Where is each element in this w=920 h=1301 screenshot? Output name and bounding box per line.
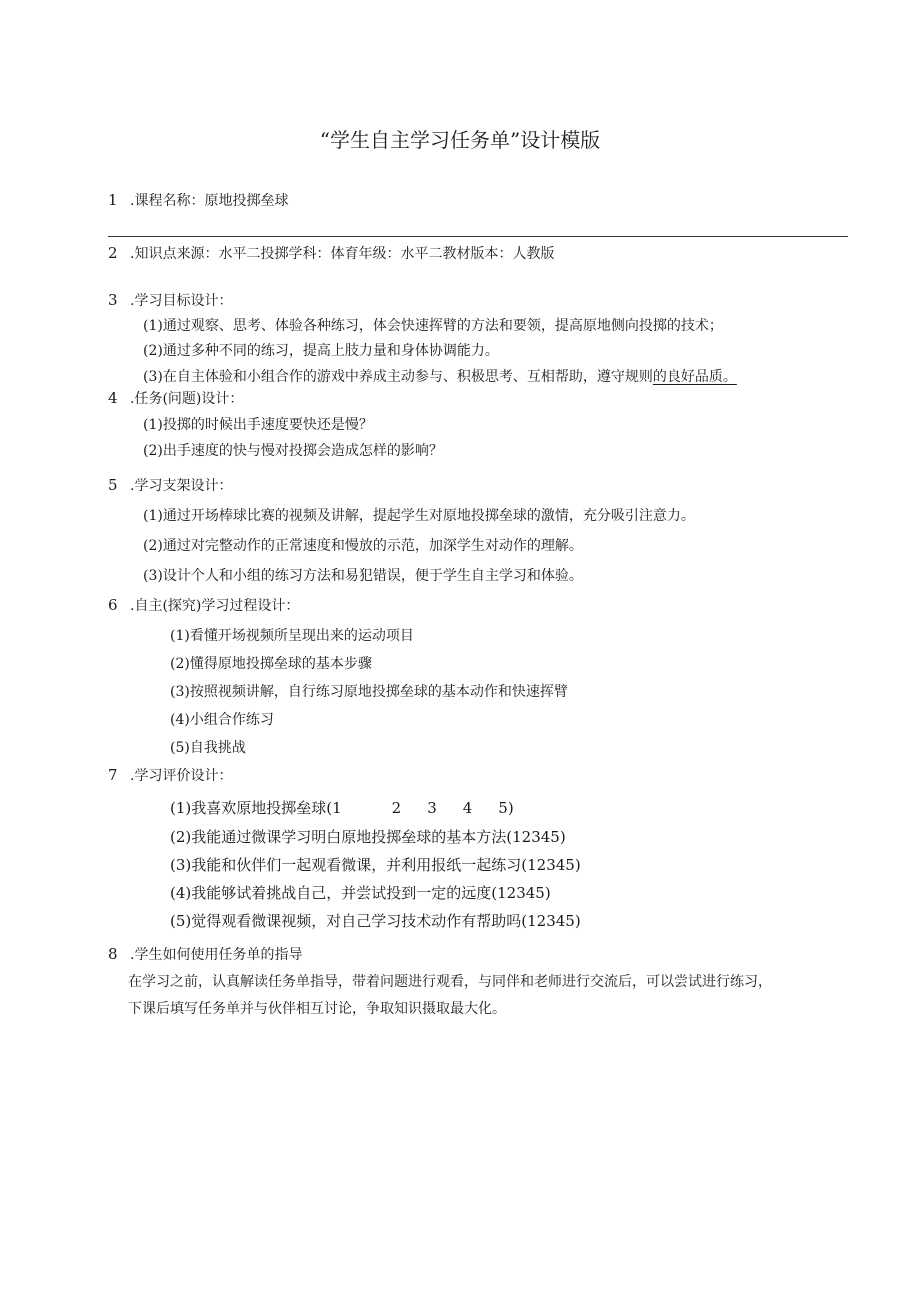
score-option: 4 [462, 799, 473, 817]
process-item: (5)自我挑战 [170, 740, 246, 756]
score-option: 3 [427, 799, 437, 817]
guidance-paragraph-line: 在学习之前，认真解读任务单指导，带着问题进行观看，与同伴和老师进行交流后，可以尝试进行练习， [128, 974, 772, 990]
evaluation-item: (3)我能和伙伴们一起观看微课，并利用报纸一起练习(12345) [170, 856, 581, 874]
score-option: 2 [391, 799, 402, 817]
process-item: (4)小组合作练习 [170, 712, 274, 728]
section-6-heading [108, 595, 299, 615]
section-number: 7 [108, 766, 118, 784]
score-option: 5) [498, 799, 514, 817]
section-8-heading [108, 944, 302, 964]
section-title: .学习支架设计： [130, 478, 233, 494]
section-number: 2 [108, 244, 118, 262]
evaluation-item: (5)觉得观看微课视频，对自己学习技术动作有帮助吗(12345) [170, 912, 581, 930]
section-number: 3 [108, 291, 118, 309]
section-3-heading [108, 290, 232, 310]
section-number: 6 [108, 596, 118, 614]
section-1-heading [108, 190, 288, 210]
objective-item [143, 366, 737, 386]
course-name: .课程名称：原地投掷垒球 [130, 193, 289, 209]
section-7-heading [108, 765, 232, 785]
task-item: (1)投掷的时候出手速度要快还是慢？ [143, 417, 373, 433]
section-number: 8 [108, 945, 118, 963]
section-title: .学习目标设计： [130, 293, 233, 309]
scaffold-item: (2)通过对完整动作的正常速度和慢放的示范，加深学生对动作的理解。 [143, 538, 583, 554]
section-number: 5 [108, 476, 118, 494]
guidance-paragraph-line: 下课后填写任务单并与伙伴相互讨论，争取知识摄取最大化。 [128, 1001, 506, 1017]
objective-item: (1)通过观察、思考、体验各种练习，体会快速挥臂的方法和要领，提高原地侧向投掷的技术； [143, 318, 723, 334]
section-title: .学生如何使用任务单的指导 [130, 947, 303, 963]
objective-text: (3)在自主体验和小组合作的游戏中养成主动参与、积极思考、互相帮助，遵守规则 [143, 369, 653, 385]
process-item: (2)懂得原地投掷垒球的基本步骤 [170, 656, 372, 672]
evaluation-item: (2)我能通过微课学习明白原地投掷垒球的基本方法(12345) [170, 828, 566, 846]
evaluation-prefix: (1)我喜欢原地投掷垒球(1 [170, 799, 342, 817]
evaluation-item [170, 797, 514, 818]
knowledge-source: .知识点来源：水平二投掷学科：体育年级：水平二教材版本：人教版 [130, 246, 555, 262]
objective-item: (2)通过多种不同的练习，提高上肢力量和身体协调能力。 [143, 343, 499, 359]
section-title: .任务(问题)设计： [130, 391, 244, 407]
scaffold-item: (3)设计个人和小组的练习方法和易犯错误，便于学生自主学习和体验。 [143, 568, 583, 584]
page-title: “学生自主学习任务单”设计模版 [319, 128, 601, 152]
scaffold-item: (1)通过开场棒球比赛的视频及讲解，提起学生对原地投掷垒球的激情，充分吸引注意力。 [143, 508, 695, 524]
section-title: .学习评价设计： [130, 768, 233, 784]
section-number: 1 [108, 191, 118, 209]
section-4-heading [108, 388, 243, 408]
task-item: (2)出手速度的快与慢对投掷会造成怎样的影响？ [143, 443, 443, 459]
evaluation-item: (4)我能够试着挑战自己，并尝试投到一定的远度(12345) [170, 884, 551, 902]
section-5-heading [108, 475, 232, 495]
section-number: 4 [108, 389, 118, 407]
divider-line [108, 236, 848, 237]
process-item: (3)按照视频讲解，自行练习原地投掷垒球的基本动作和快速挥臂 [170, 684, 568, 700]
section-2-heading [108, 243, 554, 263]
objective-underlined-text: 的良好品质。 [652, 369, 737, 385]
process-item: (1)看懂开场视频所呈现出来的运动项目 [170, 628, 414, 644]
section-title: .自主(探究)学习过程设计： [130, 598, 300, 614]
